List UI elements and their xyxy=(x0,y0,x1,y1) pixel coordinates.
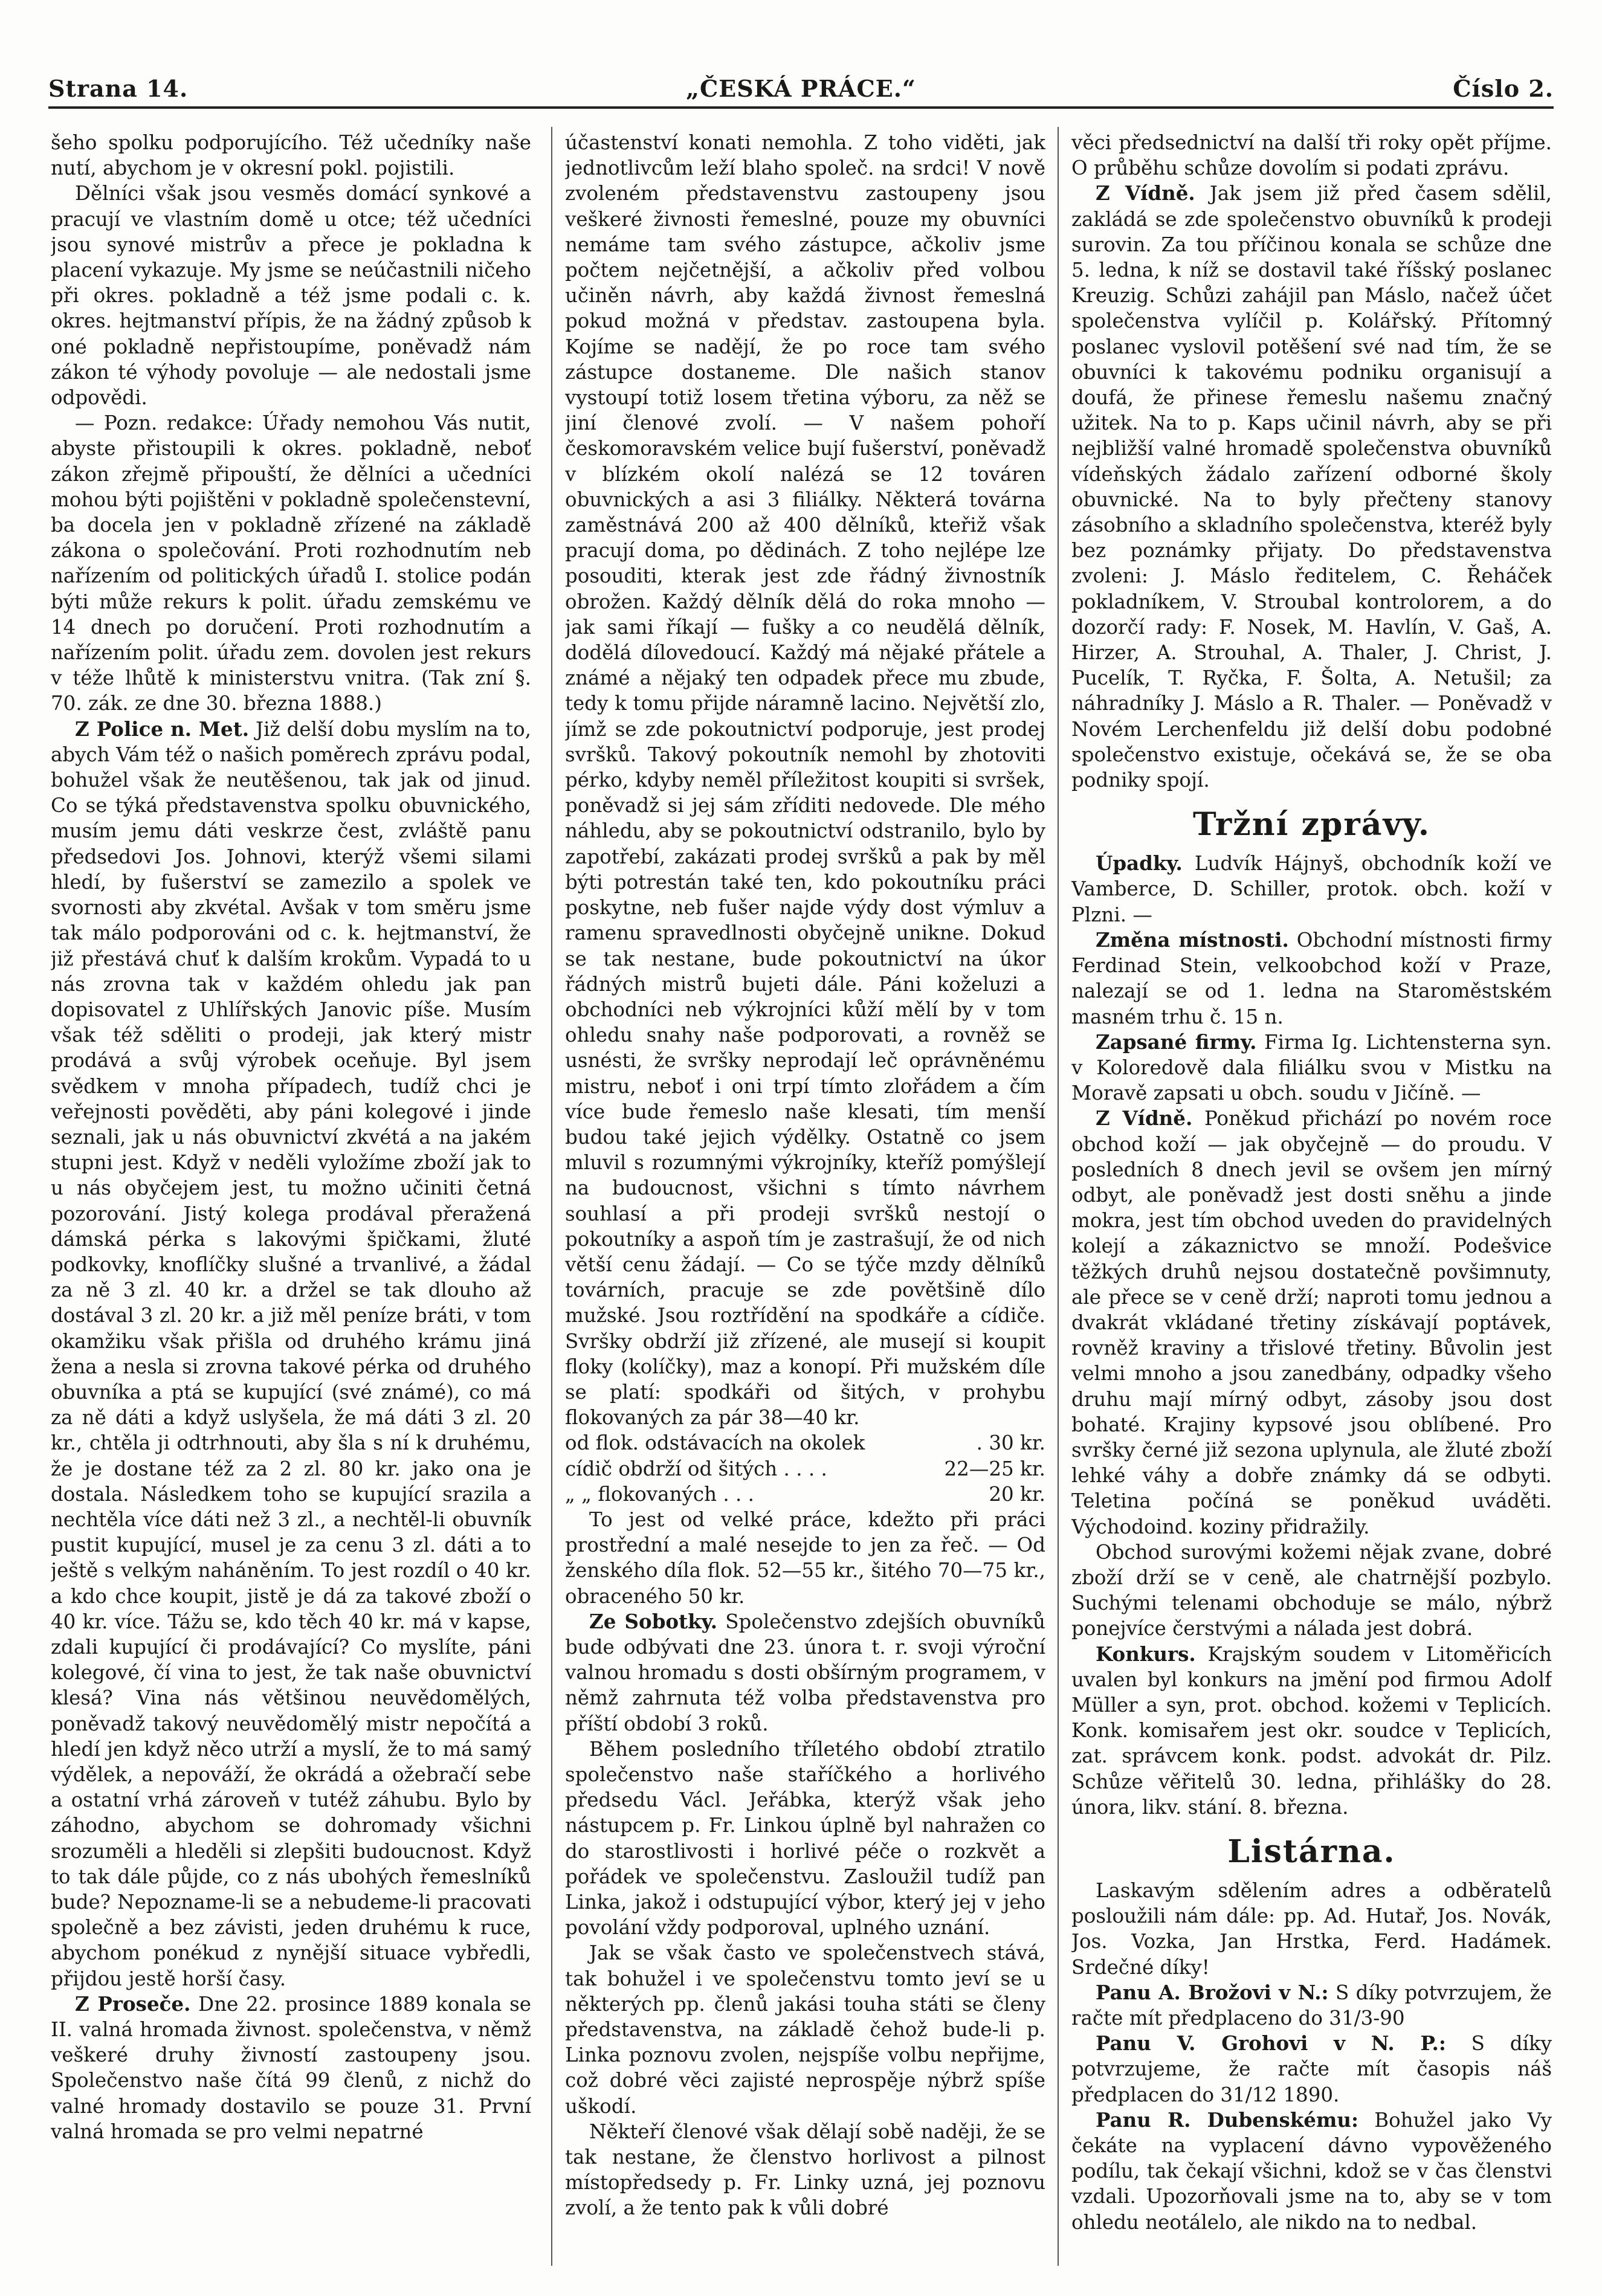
price-label: cídič obdrží od šitých . . . . xyxy=(565,1457,827,1480)
section-heading: Úpadky. xyxy=(1096,851,1183,876)
newspaper-title: „ČESKÁ PRÁCE.“ xyxy=(686,75,916,102)
section-heading: Ze Sobotky. xyxy=(589,1609,718,1633)
paragraph: šeho spolku podporujícího. Též učedníky naše nutí, abychom je v okresní pokl. pojistili. xyxy=(51,131,531,180)
issue-number: Číslo 2. xyxy=(1453,75,1554,102)
column-divider-1 xyxy=(551,127,552,2266)
paragraph: Ludvík Hájnyš, obchodník koží ve Vamberce, D. Schiller, protok. obch. koží v Plzni. — xyxy=(1071,852,1552,926)
section-heading: Zapsané firmy. xyxy=(1096,1030,1257,1054)
section-heading: Změna místnosti. xyxy=(1096,927,1289,952)
paragraph: Již delší dobu myslím na to, abych Vám též o našich poměrech zprávu podal, bohužel však že neutěšenou, tak jak od jinud. Co se týká představenstva spolku obuvnického, musím jemu dáti veskrze čest, zvláště panu předsedovi Jos. Johnovi, kterýž všemi silami hledí, by fušerství se zamezilo a spolek ve svornosti aby zkvétal. Avšak v tom směru jsme tak málo podporováni od c. k. hejtmanství, že již přestává chuť k dalším krokům. Vypadá to u nás zrovna tak v každém ohledu jak pan dopisovatel z Uhlířských Janovic píše. Musím však též sděliti o prodeji, jak který mistr prodává a svůj výrobek oceňuje. Byl jsem svědkem v mnoha případech, tudíž chci je veřejnosti pověděti, aby páni kolegové i jinde seznali, jak u nás obuvnictví zkvétá a na jakém stupni jest. Když v neděli vyložíme zboží jak to u nás obyčejem jest, tu možno učiniti četná pozorování. Jistý kolega prodával přeražená dámská pérka s lakovými špičkami, žluté podkovky, knoflíčky slušné a trvanlivé, a žádal za ně 3 zl. 40 kr. a držel se tak dlouho až dostával 3 zl. 20 kr. a již měl peníze bráti, v tom okamžiku však přišla od druhého krámu jiná žena a nesla si zrovna takové pérka od druhého obuvníka a ptá se kupující (své známé), co má za ně dáti a když uslyšela, že má dáti 3 zl. 20 kr., chtěla ji odtrhnouti, aby šla s ní k druhému, že je dostane též za 2 zl. 80 kr. jako ona je dostala. Následkem toho se kupující srazila a nechtěla více dáti než 3 zl., a nechtěl-li obuvník pustit kupující, musel je za cenu 3 zl. dáti a to ještě s velkým naháněním. To jest rozdíl o 40 kr. a kdo chce koupit, jistě je dá za takové zboží o 40 kr. více. Tážu se, kdo těch 40 kr. má v kapse, zdali kupující či prodávající? Co myslíte, páni kolegové, čí vina to jest, že tak naše obuvnictví klesá? Vina nás většinou neuvědomělých, poněvadž takový neuvědomělý mistr nepočítá a hledí jen když něco utrží a myslí, že to má samý výdělek, a nepováží, že okrádá a ožebračí sebe a ostatní vrhá zároveň v tutéž záhubu. Bylo by záhodno, abychom se dohromady všichni srozuměli a hleděli si zlepšiti budoucnost. Když to tak dále půjde, co z nás ubohých řemeslníků bude? Nepozname-li se a nebudeme-li pracovati společně a bez závisti, jeden druhému k ruce, abychom ponékud z nynější situace vybředli, přijdou jestě horší časy. xyxy=(51,717,531,1990)
column-divider-2 xyxy=(1058,127,1059,2266)
paragraph: — Pozn. redakce: Úřady nemohou Vás nutit, abyste přistoupili k okres. pokladně, neboť zákon zřejmě připouští, že dělníci a učedníci mohou býti pojištěni v pokladně společenstevní, ba docela jen v pokladně zřízené na základě zákona o společování. Proti rozhodnutím neb nařízením od politických úřadů I. stolice podán býti může rekurs k polit. úřadu zemskému ve 14 dnech po doručení. Proti rozhodnutím a nařízením polit. úřadu zem. dovolen jest rekurs v téže lhůtě k ministerstvu vnitra. (Tak zní §. 70. zák. ze dne 30. března 1888.) xyxy=(51,411,531,715)
price-label: od flok. odstávacích na okolek xyxy=(565,1431,865,1455)
price-value: 22—25 kr. xyxy=(944,1457,1045,1480)
price-label: „ „ flokovaných . . . xyxy=(565,1482,754,1506)
column-1 xyxy=(51,130,531,2263)
paragraph: Poněkud přichází po novém roce obchod koží — jak obyčejně — do proudu. V posledních 8 dnech jevil se ovšem jen mírný odbyt, ale poněvadž jest dosti sněhu a jinde mokra, jest tím obchod uveden do pravidelných kolejí a zákaznictvo se množí. Podešvice těžkých druhů nejsou dostatečně povšimnuty, ale přece se v ceně drží; naproti tomu jednou a dvakrát vkládané třetiny získávají poptávek, rovněž kraviny a třislové třetiny. Bůvolin jest velmi mnoho a jsou zanedbány, odpadky všeho druhu mají mírný odbyt, zásoby jsou dost bohaté. Krajiny kypsové jsou oblíbené. Pro svršky černé již sezona uplynula, ale žluté zboží lehké váhy a dobře známky dá se odbyti. Teletina počíná se poněkud uváděti. Východoind. koziny přidražily. xyxy=(1071,1107,1552,1538)
section-heading: Z Police n. Met. xyxy=(75,717,250,741)
page-number: Strana 14. xyxy=(48,75,189,102)
section-heading: Konkurs. xyxy=(1096,1642,1196,1666)
paragraph: účastenství konati nemohla. Z toho viděti, jak jednotlivcům leží blaho společ. na srdci! V nově zvoleném představenstvu zastoupeny jsou veškeré živnosti řemeslné, pouze my obuvníci nemáme tam svého zástupce, ačkoliv jsme počtem nejčetnější, a ačkoliv před volbou učiněn návrh, aby každá živnost řemeslná pokud možná v představ. zastoupena byla. Kojíme se nadějí, že po roce tam svého zástupce dostaneme. Dle našich stanov vystoupí totiž losem třetina výboru, za něž se jiní členové zvolí. — V našem pohoří českomoravském velice bují fušerství, poněvadž v blízkém okolí nalézá se 12 továren obuvnických a asi 3 filiálky. Některá továrna zaměstnává 200 až 400 dělníků, kteřiž však pracují doma, po dědinách. Z toho nejlépe lze posouditi, kterak jest zde řádný živnostník obrožen. Každý dělník dělá do roka mnoho — jak sami říkají — fušky a co neudělá dělník, dodělá dílovedoucí. Každý má nějaké přátele a známé a nějaký ten odpadek přece mu zbude, tedy k tomu přijde náramně lacino. Největší zlo, jímž se zde pokoutnictví podporuje, jest prodej svršků. Takový pokoutník nemohl by zhotoviti pérko, kdyby neměl příležitost koupiti si svršek, poněvadž si jej sám zříditi nedovede. Dle mého náhledu, aby se pokoutnictví odstranilo, bylo by zapotřebí, zakázati prodej svršků a pak by měl býti potrestán také ten, kdo pokoutníku práci poskytne, neb fušer najde výdy dost výmluv a ramenu spravedlnosti obyčejně unikne. Dokud se tak nestane, bude pokoutnictví na úkor řádných mistrů bujeti dále. Páni koželuzi a obchodníci neb výkrojníci kůží mělí by v tom ohledu snahy naše podporovati, a rovněž se usnésti, že svršky neprodají leč oprávněnému mistru, neboť i oni trpí tímto zlořádem a čím více bude řemeslo naše klesati, tím menší budou také jejich výdělky. Ostatně co jsem mluvil s rozumnými výkrojníky, kteříž pomýšlejí na budoucnost, všichni s tímto návrhem souhlasí a při prodeji svršků nestojí o pokoutníky a aspoň tím je zastrašují, že od nich větší cenu žádají. — Co se týče mzdy dělníků továrních, pracuje se zde povětšině dílo mužské. Jsou roztřídění na spodkáře a cídiče. Svršky obdrží již zřízené, ale musejí si koupit floky (kolíčky), maz a konopí. Při mužském díle se platí: spodkáři od šitých, v prohybu flokovaných za pár 38—40 kr. xyxy=(565,131,1045,1430)
paragraph: Během posledního tříletého období ztratilo společenstvo naše staříčkého a horlivého předsedu Václ. Jeřábka, kterýž však jeho nástupcem p. Fr. Linkou úplně byl nahražen co do starostlivosti i horlivé péče o rozkvět a pořádek ve společenstvu. Zasloužil tudíž pan Linka, jakož i odstupující výbor, který jej v jeho povolání vždy podporoval, uplného uznání. xyxy=(565,1737,1045,1940)
paragraph: Obchodní místnosti firmy Ferdinad Stein, velkoobchod koží v Praze, nalezají se od 1. ledna na Staroměstském masném trhu č. 15 n. xyxy=(1071,928,1552,1028)
paragraph: Obchod surovými kožemi nějak zvane, dobré zboží drží se v ceně, ale chatrnější pozbylo. Suchými telenami obchoduje se málo, nýbrž ponejvíce čerstvými a nálada jest dobrá. xyxy=(1071,1540,1552,1640)
paragraph: Dělníci však jsou vesměs domácí synkové a pracují ve vlastním domě u otce; též učedníci jsou synové mistrův a přece je pokladna k placení vykazuje. My jsme se neúčastnili ničeho při okres. pokladně a též jsme podali c. k. okres. hejtmanství přípis, že na žádný způsob k oné pokladně nepřistoupíme, poněvadž nám zákon té výhody povoluje — ale nedostali jsme odpovědi. xyxy=(51,182,531,410)
paragraph: To jest od velké práce, kdežto při práci prostřední a malé nesejde to jen za řeč. — Od ženského díla flok. 52—55 kr., šitého 70—75 kr., obraceného 50 kr. xyxy=(565,1508,1045,1608)
letters-heading: Listárna. xyxy=(1227,1833,1396,1870)
market-news-heading: Tržní zprávy. xyxy=(1192,806,1431,843)
paragraph: Firma Ig. Lichtensterna syn. v Koloredově dala filiálku svou v Mistku na Moravě zapsati u obch. soudu v Jičíně. — xyxy=(1071,1030,1552,1105)
column-2 xyxy=(565,130,1045,2263)
paragraph: věci předsednictví na další tři roky opět příjme. O průběhu schůze dovolím si podati zprávu. xyxy=(1071,131,1552,180)
section-heading: Z Proseče. xyxy=(75,1991,191,2016)
paragraph: Krajským soudem v Litoměřicích uvalen byl konkurs na jmění pod firmou Adolf Müller a syn, prot. obchod. kožemi v Teplicích. Konk. komisařem jest okr. soudce v Teplicích, zat. správcem konk. podst. advokát dr. Pilz. Schůze věřitelů 30. ledna, přihlášky do 28. února, likv. stání. 8. března. xyxy=(1071,1642,1552,1819)
paragraph: Bohužel jako Vy čekáte na vyplacení dávno vypověženého podílu, tak čekají všichni, kdož se v čas členstvi vzdali. Upozorňovali jsme na to, aby se v tom ohledu neotálelo, ale nikdo na to nedbal. xyxy=(1071,2108,1552,2234)
paragraph: Dne 22. prosince 1889 konala se II. valná hromada živnost. společenstva, v němž veškeré druhy živností zastoupeny jsou. Společenstvo naše čítá 99 členů, z nichž do valné hromady dostavilo se pouze 31. První valná hromada se pro velmi nepatrné xyxy=(51,1992,531,2143)
paragraph: S díky potvrzujeme, že račte mít časopis náš předplacen do 31/12 1890. xyxy=(1071,2032,1552,2106)
paragraph: Jak jsem již před časem sdělil, zakládá se zde společenstvo obuvníků k prodeji surovin. Za tou příčinou konala se schůze dne 5. ledna, k níž se dostavil také říšský poslanec Kreuzig. Schůzi zahájil pan Máslo, načež účet společenstva vylíčil p. Kolářský. Přítomný poslanec vyslovil potěšení své nad tím, že se obuvníci k takovému podniku organisují a doufá, že přinese řemeslu našemu značný užitek. Na to p. Kaps učinil návrh, aby se při nejbližší valné hromadě společenstva obuvníků vídeňských žádalo zařízení odborné školy obuvnické. Na to byly přečteny stanovy zásobního a skladního společenstva, kteréž byly bez poznámky přijaty. Do představenstva zvoleni: J. Máslo ředitelem, C. Řeháček pokladníkem, V. Stroubal kontrolorem, a do dozorčí rady: F. Nosek, M. Havlín, V. Gaš, A. Hirzer, A. Strouhal, A. Thaler, J. Christ, J. Pucelík, T. Ryčka, F. Šolta, A. Netušil; za náhradníky J. Máslo a R. Thaler. — Poněvadž v Novém Lerchenfeldu již delší dobu podobné společenstvo existuje, očekává se, že se oba podniky spojí. xyxy=(1071,182,1552,792)
column-3 xyxy=(1071,130,1552,2263)
price-value: 20 kr. xyxy=(989,1482,1045,1506)
section-heading: Panu A. Brožovi v N.: xyxy=(1096,1980,1329,2004)
paragraph: Někteří členové však dělají sobě naději, že se tak nestane, že členstvo horlivost a pilnost místopředsedy p. Fr. Linky uzná, jej poznovu zvolí, a že tento pak k vůli dobré xyxy=(565,2120,1045,2220)
paragraph: Jak se však často ve společenstvech stává, tak bohužel i ve společenstvu tomto jeví se u některých pp. členů jakási touha státi se členy představenstva, na základě čehož bude-li p. Linka poznovu zvolen, nejspíše volbu nepřijme, což dobré věci zajisté neprospěje nýbrž spíše uškodí. xyxy=(565,1941,1045,2118)
header-rule xyxy=(48,106,1554,109)
section-heading: Panu R. Dubenskému: xyxy=(1096,2107,1358,2132)
paragraph: S díky potvrzujem, že račte mít předplaceno do 31/3-90 xyxy=(1071,1981,1552,2030)
page-header xyxy=(48,66,1554,109)
price-value: . 30 kr. xyxy=(976,1431,1045,1455)
section-heading: Z Vídně. xyxy=(1096,181,1195,205)
paragraph: Společenstvo zdejších obuvníků bude odbývati dne 23. února t. r. svoji výroční valnou hromadu s dosti obšírným programem, v němž zahrnuta též volba představenstva pro příští období 3 roků. xyxy=(565,1610,1045,1735)
paragraph: Laskavým sdělením adres a odběratelů posloužili nám dále: pp. Ad. Hutař, Jos. Novák, Jos. Vozka, Jan Hrstka, Ferd. Hadámek. Srdečné díky! xyxy=(1071,1879,1552,1979)
section-heading: Panu V. Grohovi v N. P.: xyxy=(1096,2031,1446,2056)
price-list xyxy=(565,1430,1045,1507)
section-heading: Z Vídně. xyxy=(1096,1106,1193,1130)
